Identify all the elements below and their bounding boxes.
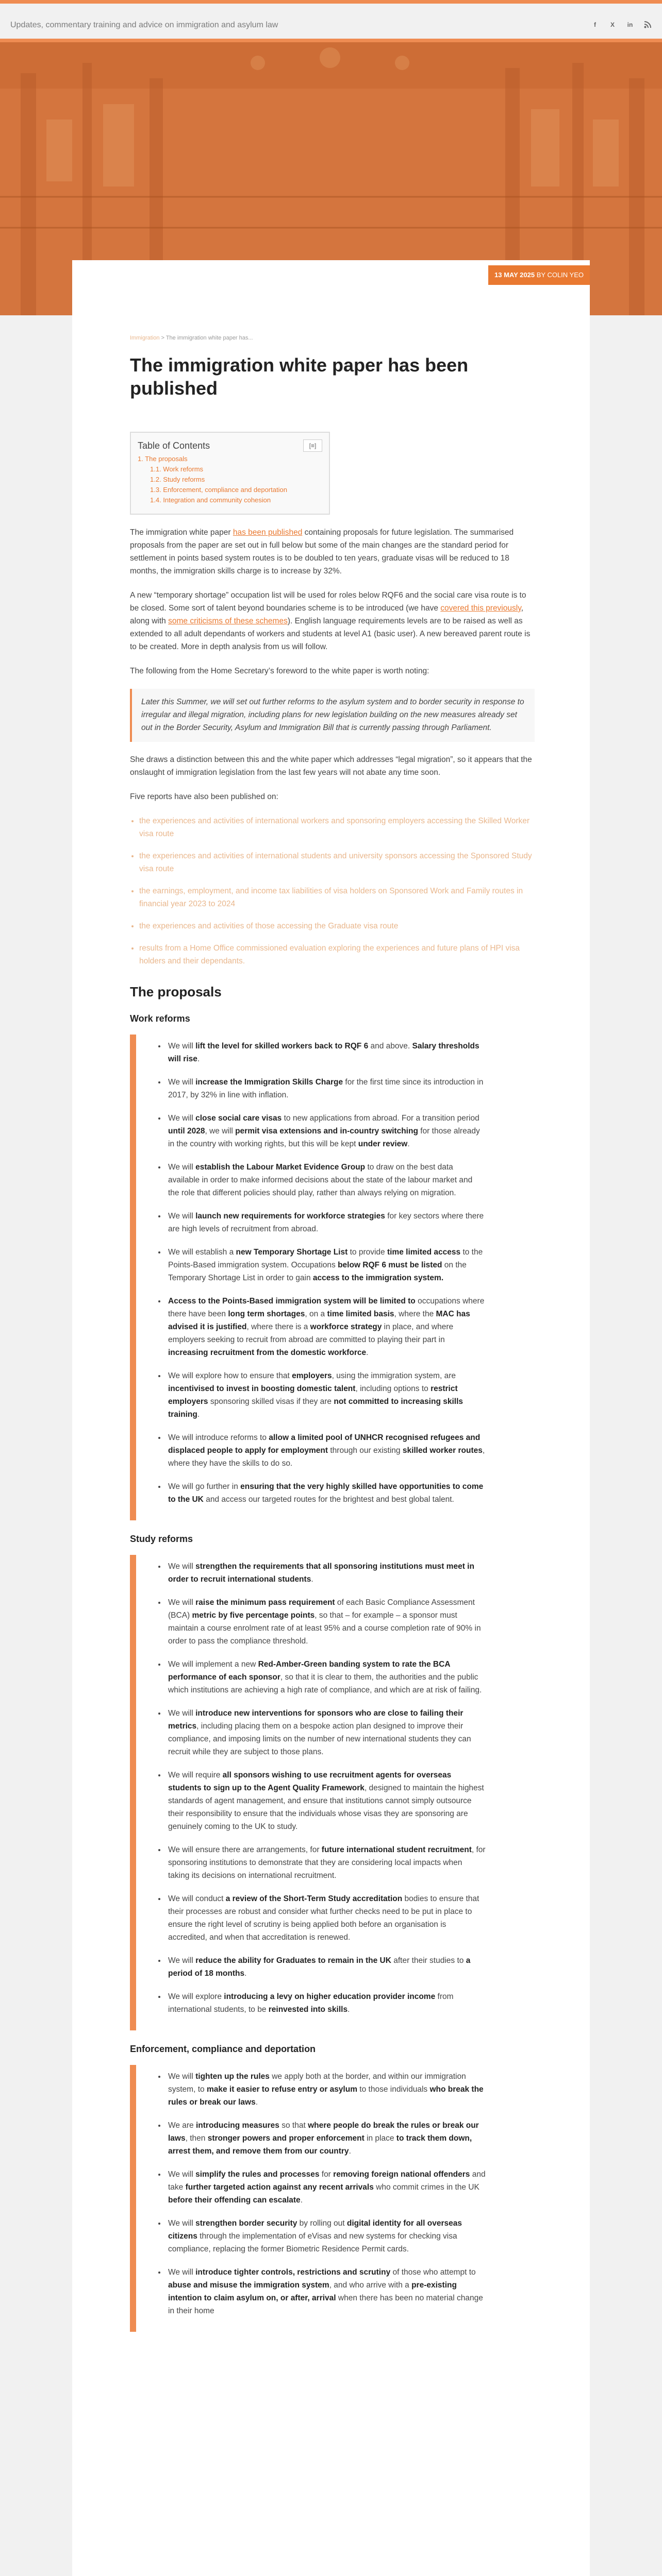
- emphasis-text: further targeted action against any recent arrivals: [185, 2183, 374, 2192]
- emphasis-text: stronger powers and proper enforcement: [207, 2134, 365, 2143]
- enforcement-heading: Enforcement, compliance and deportation: [130, 2044, 316, 2054]
- text: for key sectors where there are high levels of recruitment from abroad.: [168, 1212, 484, 1233]
- text: so that: [279, 2121, 308, 2130]
- criticisms-link[interactable]: some criticisms of these schemes: [168, 617, 288, 625]
- text: We will: [168, 1163, 196, 1172]
- text: through our existing: [328, 1446, 403, 1455]
- emphasis-text: digital identity for all overseas citizens: [168, 2219, 462, 2241]
- report-link[interactable]: • results from a Home Office commissioned evaluation exploring the experiences and future plans of HPI visa holders and their dependants.: [139, 942, 535, 968]
- emphasis-text: permit visa extensions and in-country switching: [235, 1127, 418, 1136]
- facebook-icon[interactable]: f: [594, 21, 596, 28]
- enforcement-list: [150, 2070, 486, 2317]
- text: We will require: [168, 1771, 223, 1780]
- intro-paragraph-2: [130, 589, 535, 653]
- text: for: [319, 2170, 334, 2179]
- emphasis-text: below RQF 6 must be listed: [338, 1261, 442, 1269]
- emphasis-text: reduce the ability for Graduates to remain in the UK: [195, 1956, 391, 1965]
- text: We will: [168, 1212, 196, 1221]
- list-item: [166, 1707, 486, 1758]
- emphasis-text: metric by five percentage points: [192, 1611, 315, 1620]
- text: We will: [168, 2268, 196, 2277]
- text: to new applications from abroad. For a transition period: [282, 1114, 479, 1123]
- intro-paragraph-4: She draws a distinction between this and the white paper which addresses “legal migration”, so it appears that the onslaught of immigration legislation from the last few years will not abate any time soon.: [130, 755, 532, 777]
- list-item: [166, 1040, 486, 1065]
- x-icon[interactable]: X: [610, 21, 615, 28]
- emphasis-text: incentivised to invest in boosting domestic talent: [168, 1384, 356, 1393]
- text: through the implementation of eVisas and new systems for checking visa compliance, replacing the former Biometric Residence Permit cards.: [168, 2232, 457, 2253]
- toc-item[interactable]: 1.2. Study reforms: [150, 476, 205, 483]
- post-by: BY: [536, 271, 545, 279]
- text: We will: [168, 2170, 196, 2179]
- list-item: [166, 2119, 486, 2158]
- text: We will explore how to ensure that: [168, 1371, 292, 1380]
- emphasis-text: new Temporary Shortage List: [236, 1248, 348, 1257]
- emphasis-text: Access to the Points-Based immigration system will be limited to: [168, 1297, 416, 1306]
- breadcrumb-home[interactable]: Immigration: [130, 335, 160, 341]
- text: , including placing them on a bespoke action plan designed to improve their compliance, and imposing limits on the number of new international students they can recruit while they are subject to those plans.: [168, 1722, 471, 1756]
- list-item: [166, 1658, 486, 1697]
- text: when there has been no material change in their home: [168, 2294, 483, 2315]
- text: .: [366, 1348, 369, 1357]
- text: in place: [364, 2134, 396, 2143]
- text: .: [197, 1055, 200, 1063]
- emphasis-text: introducing measures: [196, 2121, 279, 2130]
- text: ). English language requirements levels are to be raised as well as extended to all adult dependants of workers and students at level A1 (basic user). A new bereaved parent route is to be created. More in depth analysis from us will follow.: [130, 617, 531, 651]
- emphasis-text: employers: [292, 1371, 332, 1380]
- emphasis-text: restrict employers: [168, 1384, 458, 1406]
- published-link[interactable]: has been published: [233, 528, 303, 537]
- emphasis-text: Red-Amber-Green banding system to rate the BCA performance of each sponsor: [168, 1660, 450, 1682]
- text: We will: [168, 1598, 196, 1607]
- text: .: [244, 1969, 247, 1978]
- emphasis-text: Salary thresholds will rise: [168, 1042, 479, 1063]
- text: .: [311, 1575, 313, 1584]
- intro-paragraph-1: [130, 526, 535, 578]
- work-reforms-box: [130, 1035, 486, 1520]
- text: for the first time since its introduction in 2017, by 32% in line with inflation.: [168, 1078, 484, 1099]
- study-reforms-list: [150, 1560, 486, 2016]
- intro-paragraph-5: Five reports have also been published on:: [130, 792, 278, 801]
- text: We will: [168, 2072, 196, 2081]
- study-reforms-box: [130, 1555, 486, 2030]
- text: We will: [168, 1078, 196, 1087]
- emphasis-text: close social care visas: [195, 1114, 282, 1123]
- list-item: [166, 1076, 486, 1101]
- report-link[interactable]: • the earnings, employment, and income tax liabilities of visa holders on Sponsored Work and Family routes in financial year 2023 to 2024: [139, 885, 535, 910]
- text: of those who attempt to: [390, 2268, 476, 2277]
- list-item: [166, 1431, 486, 1470]
- toc-item[interactable]: 1.4. Integration and community cohesion: [150, 496, 271, 504]
- text: We will: [168, 1042, 196, 1050]
- emphasis-text: time limited basis: [327, 1310, 394, 1318]
- site-tagline: Updates, commentary training and advice on immigration and asylum law: [10, 21, 278, 29]
- intro-paragraph-3: The following from the Home Secretary’s foreword to the white paper is worth noting:: [130, 667, 429, 675]
- text: and above.: [368, 1042, 412, 1050]
- enforcement-box: [130, 2065, 486, 2332]
- text: , we will: [205, 1127, 236, 1136]
- text: to those individuals: [357, 2085, 430, 2094]
- text: .: [349, 2147, 351, 2156]
- emphasis-text: increasing recruitment from the domestic workforce: [168, 1348, 367, 1357]
- linkedin-icon[interactable]: in: [627, 21, 633, 28]
- breadcrumb-current: The immigration white paper has...: [166, 335, 253, 341]
- emphasis-text: workforce strategy: [310, 1323, 382, 1331]
- text: We will explore: [168, 1992, 224, 2001]
- text: who commit crimes in the UK: [373, 2183, 479, 2192]
- report-link[interactable]: • the experiences and activities of international workers and sponsoring employers accessing the Skilled Worker visa route: [139, 815, 535, 840]
- text: , including options to: [355, 1384, 431, 1393]
- toc-item[interactable]: 1.1. Work reforms: [150, 465, 204, 473]
- toc-item[interactable]: 1. The proposals: [138, 455, 188, 463]
- text: .: [300, 2196, 303, 2205]
- emphasis-text: establish the Labour Market Evidence Group: [195, 1163, 366, 1172]
- text: We will: [168, 2219, 196, 2228]
- emphasis-text: tighten up the rules: [195, 2072, 270, 2081]
- page-title: The immigration white paper has been published: [130, 354, 469, 399]
- list-item: [166, 1954, 486, 1980]
- text: We will ensure there are arrangements, for: [168, 1845, 322, 1854]
- emphasis-text: under review: [358, 1140, 408, 1148]
- text: and access our targeted routes for the brightest and best global talent.: [203, 1495, 454, 1504]
- emphasis-text: who break the rules or break our laws: [168, 2085, 484, 2107]
- text: A new “temporary shortage” occupation list will be used for roles below RQF6 and the social care visa route is to be closed. Some sort of talent beyond boundaries scheme is to be introduced (we have: [130, 591, 526, 613]
- list-item: [166, 1596, 486, 1648]
- text: , where there is a: [246, 1323, 310, 1331]
- emphasis-text: lift the level for skilled workers back to RQF 6: [195, 1042, 369, 1050]
- proposals-heading: The proposals: [130, 984, 222, 999]
- post-meta: [488, 265, 590, 285]
- emphasis-text: access to the immigration system.: [312, 1274, 444, 1282]
- list-item: [166, 1843, 486, 1882]
- article-card: [72, 260, 590, 2576]
- emphasis-text: where people do break the rules or break our laws: [168, 2121, 479, 2143]
- text: to the Points-Based immigration system. Occupations: [168, 1248, 483, 1269]
- text: We will introduce reforms to: [168, 1433, 269, 1442]
- toc-item[interactable]: 1.3. Enforcement, compliance and deportation: [150, 486, 287, 494]
- list-item: [166, 2217, 486, 2256]
- emphasis-text: time limited access: [387, 1248, 461, 1257]
- text: , so that – for example – a sponsor must maintain a course enrolment rate of at least 95% and a course completion rate of 90% in order to pass the compliance threshold.: [168, 1611, 481, 1646]
- text: after their studies to: [391, 1956, 466, 1965]
- text: on the Temporary Shortage List in order to gain: [168, 1261, 467, 1282]
- reports-list: [130, 815, 535, 968]
- list-item: [166, 1295, 486, 1359]
- toc-title: Table of Contents: [138, 440, 210, 451]
- text: for those already in the country with working rights, but this will be kept: [168, 1127, 480, 1148]
- emphasis-text: skilled worker routes: [402, 1446, 483, 1455]
- emphasis-text: MAC has advised it is justified: [168, 1310, 470, 1331]
- emphasis-text: introduce tighter controls, restrictions and scrutiny: [195, 2268, 391, 2277]
- text: occupations where there have been: [168, 1297, 485, 1318]
- social-links: [590, 20, 653, 30]
- emphasis-text: raise the minimum pass requirement: [195, 1598, 335, 1607]
- emphasis-text: ensuring that the very highly skilled have opportunities to come to the UK: [168, 1482, 484, 1504]
- emphasis-text: simplify the rules and processes: [195, 2170, 320, 2179]
- breadcrumb-separator: >: [159, 335, 166, 341]
- emphasis-text: long term shortages: [228, 1310, 305, 1318]
- emphasis-text: abuse and misuse the immigration system: [168, 2281, 329, 2290]
- text: , then: [185, 2134, 208, 2143]
- text: from international students, to be: [168, 1992, 454, 2014]
- list-item: [166, 1369, 486, 1421]
- text: .: [347, 2005, 350, 2014]
- post-date: 13 MAY 2025: [494, 271, 535, 279]
- text: to draw on the best data available in order to make informed decisions about the state of the labour market and the role that different policies should play, rather than always relying on migration.: [168, 1163, 473, 1197]
- text: , on a: [305, 1310, 327, 1318]
- emphasis-text: strengthen the requirements that all sponsoring institutions must meet in order to recruit international students: [168, 1562, 474, 1584]
- emphasis-text: all sponsors wishing to use recruitment agents for overseas students to sign up to the Agent Quality Framework: [168, 1771, 452, 1792]
- emphasis-text: reinvested into skills: [268, 2005, 348, 2014]
- text: , so that it is clear to them, the authorities and the public which institutions are achieving a high rate of compliance, and which are at risk of failing.: [168, 1673, 482, 1694]
- emphasis-text: a period of 18 months: [168, 1956, 471, 1978]
- emphasis-text: not committed to increasing skills training: [168, 1397, 463, 1419]
- rss-icon[interactable]: [642, 20, 653, 30]
- emphasis-text: future international student recruitment: [321, 1845, 472, 1854]
- emphasis-text: make it easier to refuse entry or asylum: [206, 2085, 357, 2094]
- list-item: [166, 1769, 486, 1833]
- text: We will implement a new: [168, 1660, 258, 1669]
- emphasis-text: removing foreign national offenders: [333, 2170, 470, 2179]
- text: , where the: [394, 1310, 436, 1318]
- text: We will: [168, 1709, 196, 1718]
- emphasis-text: increase the Immigration Skills Charge: [195, 1078, 343, 1087]
- text: to provide: [347, 1248, 387, 1257]
- text: of each Basic Compliance Assessment (BCA): [168, 1598, 475, 1620]
- top-bar: [0, 0, 662, 42]
- text: we apply both at the border, and within our immigration system, to: [168, 2072, 466, 2094]
- text: , using the immigration system, are: [332, 1371, 456, 1380]
- text: We are: [168, 2121, 196, 2130]
- text: and take: [168, 2170, 486, 2192]
- text: , designed to maintain the highest standards of agent management, and ensure that institutions cannot simply outsource their responsibility to ensure that the individuals whose visas they are sponsoring are genuinely coming to the UK to study.: [168, 1784, 484, 1831]
- list-item: [166, 1246, 486, 1284]
- article-content: [130, 335, 535, 2332]
- emphasis-text: strengthen border security: [195, 2219, 297, 2228]
- text: We will: [168, 1114, 196, 1123]
- toc-list: [138, 454, 322, 505]
- text: The immigration white paper: [130, 528, 233, 537]
- covered-previously-link[interactable]: covered this previously: [440, 604, 521, 613]
- text: , and who arrive with a: [329, 2281, 412, 2290]
- report-link[interactable]: • the experiences and activities of those accessing the Graduate visa route: [139, 920, 535, 933]
- text: We will: [168, 1956, 196, 1965]
- text: We will establish a: [168, 1248, 236, 1257]
- list-item: [166, 2168, 486, 2207]
- list-item: [166, 1892, 486, 1944]
- post-author[interactable]: COLIN YEO: [547, 271, 584, 279]
- text: .: [255, 2098, 258, 2107]
- work-reforms-list: [150, 1040, 486, 1506]
- emphasis-text: allow a limited pool of UNHCR recognised refugees and displaced people to apply for employment: [168, 1433, 481, 1455]
- text: We will: [168, 1562, 196, 1571]
- list-item: [166, 2070, 486, 2109]
- emphasis-text: introduce new interventions for sponsors who are close to failing their metrics: [168, 1709, 464, 1731]
- emphasis-text: a review of the Short-Term Study accreditation: [225, 1894, 403, 1903]
- text: , along with: [130, 604, 524, 625]
- emphasis-text: to track them down, arrest them, and remove them from our country: [168, 2134, 472, 2156]
- toc-toggle-button[interactable]: [≡]: [303, 439, 322, 452]
- list-item: [166, 1161, 486, 1199]
- list-item: [166, 1560, 486, 1586]
- list-item: [166, 1112, 486, 1150]
- text: , where they have the skills to do so.: [168, 1446, 485, 1468]
- emphasis-text: before their offending can escalate: [168, 2196, 301, 2205]
- list-item: [166, 1990, 486, 2016]
- emphasis-text: pre-existing intention to claim asylum on, or after, arrival: [168, 2281, 457, 2302]
- list-item: [166, 2266, 486, 2317]
- text: containing proposals for future legislation. The summarised proposals from the paper are set out in full below but some of the main changes are the standard period for settlement in points based system routes is to be doubled to ten years, graduate visas will be reduced to 18 months, the immigration skills charge is to increase by 32%.: [130, 528, 514, 575]
- text: , for sponsoring institutions to demonstrate that they are considering local impacts when taking its decisions on international recruitment.: [168, 1845, 486, 1880]
- text: .: [197, 1410, 200, 1419]
- emphasis-text: introducing a levy on higher education provider income: [224, 1992, 436, 2001]
- text: sponsoring skilled visas if they are: [208, 1397, 334, 1406]
- text: in place, and where employers seeking to recruit from abroad are committed to playing their part in: [168, 1323, 454, 1344]
- list-item: [166, 1480, 486, 1506]
- study-reforms-heading: Study reforms: [130, 1534, 193, 1544]
- text: We will go further in: [168, 1482, 241, 1491]
- list-item: [166, 1210, 486, 1235]
- emphasis-text: until 2028: [168, 1127, 205, 1136]
- text: by rolling out: [297, 2219, 347, 2228]
- emphasis-text: launch new requirements for workforce strategies: [195, 1212, 385, 1221]
- work-reforms-heading: Work reforms: [130, 1013, 190, 1024]
- text: .: [407, 1140, 410, 1148]
- text: We will conduct: [168, 1894, 226, 1903]
- foreword-quote: Later this Summer, we will set out further reforms to the asylum system and to border security in response to irregular and illegal migration, including plans for new legislation building on the new measures already set out in the Border Security, Asylum and Immigration Bill that is currently passing through Parliament.: [130, 689, 535, 742]
- table-of-contents: [130, 432, 330, 515]
- report-link[interactable]: • the experiences and activities of international students and university sponsors accessing the Sponsored Study visa route: [139, 850, 535, 875]
- breadcrumb: [130, 335, 535, 341]
- text: bodies to ensure that their processes are robust and consider what further checks need to be put in place to ensure the right level of scrutiny is being applied both before an organisation is accredited, and when that accreditation is renewed.: [168, 1894, 479, 1942]
